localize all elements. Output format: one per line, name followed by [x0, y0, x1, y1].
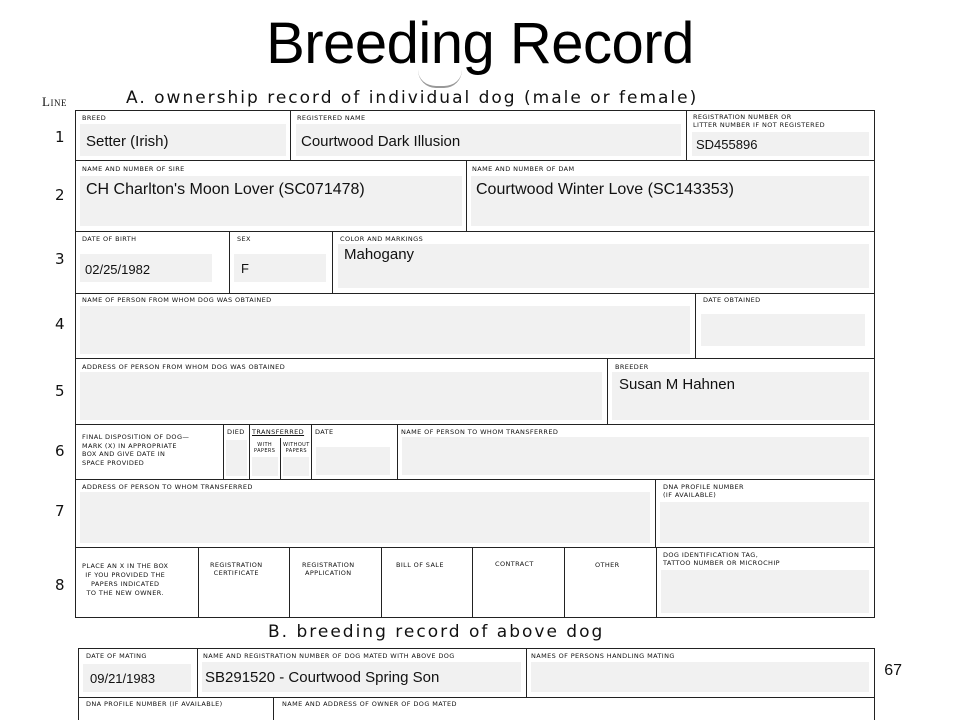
registered-name-label: REGISTERED NAME	[297, 114, 366, 122]
dna-profile-b-label: DNA PROFILE NUMBER (IF AVAILABLE)	[86, 700, 223, 708]
color-label: COLOR AND MARKINGS	[340, 235, 424, 243]
handling-label: NAMES OF PERSONS HANDLING MATING	[531, 652, 675, 660]
row-number: 7	[55, 502, 65, 520]
row-number: 8	[55, 576, 65, 594]
mated-with-label: NAME AND REGISTRATION NUMBER OF DOG MATED WITH ABOVE DOG	[203, 652, 455, 660]
address-obtained-field[interactable]	[80, 372, 602, 420]
obtained-from-label: NAME OF PERSON FROM WHOM DOG WAS OBTAINED	[82, 296, 272, 304]
section-b-title: B. breeding record of above dog	[268, 622, 605, 642]
other-cell	[564, 547, 657, 618]
dam-label: NAME AND NUMBER OF DAM	[472, 165, 575, 173]
owner-mated-label: NAME AND ADDRESS OF OWNER OF DOG MATED	[282, 700, 457, 708]
row-number: 6	[55, 442, 65, 460]
row-number: 1	[55, 128, 65, 146]
date-obtained-label: DATE OBTAINED	[703, 296, 761, 304]
registered-name-value: Courtwood Dark Illusion	[301, 133, 461, 150]
reg-certificate-label: REGISTRATION CERTIFICATE	[210, 561, 263, 577]
transferred-to-field[interactable]	[402, 437, 869, 475]
died-label: DIED	[227, 428, 245, 436]
sex-value: F	[241, 261, 249, 276]
obtained-from-field[interactable]	[80, 306, 690, 354]
transferred-to-label: NAME OF PERSON TO WHOM TRANSFERRED	[401, 428, 559, 436]
dog-id-label: DOG IDENTIFICATION TAG, TATTOO NUMBER OR MICROCHIP	[663, 551, 780, 567]
dam-value: Courtwood Winter Love (SC143353)	[476, 181, 734, 198]
dna-profile-label: DNA PROFILE NUMBER (IF AVAILABLE)	[663, 483, 744, 499]
contract-label: CONTRACT	[495, 560, 534, 568]
without-papers-checkbox[interactable]	[283, 457, 309, 476]
transferred-label: TRANSFERRED	[252, 428, 305, 436]
breeder-value: Susan M Hahnen	[619, 376, 735, 393]
page-number: 67	[884, 662, 902, 679]
color-value: Mahogany	[344, 246, 415, 263]
registration-number-value: SD455896	[696, 137, 758, 152]
with-papers-checkbox[interactable]	[252, 457, 278, 476]
place-x-label: PLACE AN X IN THE BOX IF YOU PROVIDED THE PAPERS INDICATED TO THE NEW OWNER.	[82, 562, 169, 597]
disposition-date-label: DATE	[315, 428, 334, 436]
row-number: 2	[55, 186, 65, 204]
dna-profile-field[interactable]	[660, 502, 869, 543]
bill-of-sale-cell	[381, 547, 473, 618]
address-transferred-field[interactable]	[80, 492, 650, 543]
dob-value: 02/25/1982	[85, 262, 151, 277]
breeder-label: BREEDER	[615, 363, 649, 371]
dog-id-field[interactable]	[661, 570, 869, 613]
date-of-mating-value: 09/21/1983	[90, 671, 156, 686]
date-of-mating-label: DATE OF MATING	[86, 652, 147, 660]
breed-label: BREED	[82, 114, 107, 122]
reg-application-label: REGISTRATION APPLICATION	[302, 561, 355, 577]
reg-certificate-cell	[198, 547, 290, 618]
handling-field[interactable]	[531, 662, 869, 692]
final-disposition-label: FINAL DISPOSITION OF DOG— MARK (X) IN APPROPRIATE BOX AND GIVE DATE IN SPACE PROVIDED	[82, 433, 190, 467]
mated-with-value: SB291520 - Courtwood Spring Son	[205, 669, 440, 686]
row-number: 5	[55, 382, 65, 400]
address-transferred-label: ADDRESS OF PERSON TO WHOM TRANSFERRED	[82, 483, 253, 491]
contract-cell	[472, 547, 565, 618]
sire-value: CH Charlton's Moon Lover (SC071478)	[86, 181, 365, 198]
dob-label: DATE OF BIRTH	[82, 235, 137, 243]
form-seal-icon	[418, 70, 462, 88]
line-column-header: Line	[42, 94, 67, 109]
disposition-date-field[interactable]	[316, 447, 390, 475]
reg-application-cell	[289, 547, 382, 618]
section-a-title: A. ownership record of individual dog (male or female)	[126, 88, 699, 108]
breed-value: Setter (Irish)	[86, 133, 169, 150]
row-number: 3	[55, 250, 65, 268]
page-title: Breeding Record	[266, 11, 694, 76]
date-obtained-field[interactable]	[701, 314, 865, 346]
other-label: OTHER	[595, 561, 620, 569]
sire-label: NAME AND NUMBER OF SIRE	[82, 165, 185, 173]
color-field[interactable]	[338, 244, 869, 288]
registration-number-label: REGISTRATION NUMBER OR LITTER NUMBER IF NOT REGISTERED	[693, 113, 825, 129]
died-checkbox[interactable]	[226, 440, 247, 476]
row-number: 4	[55, 315, 65, 333]
address-obtained-label: ADDRESS OF PERSON FROM WHOM DOG WAS OBTAINED	[82, 363, 286, 371]
bill-of-sale-label: BILL OF SALE	[396, 561, 444, 569]
sex-label: SEX	[237, 235, 251, 243]
without-papers-label: WITHOUT PAPERS	[283, 442, 310, 454]
with-papers-label: WITH PAPERS	[254, 442, 276, 454]
